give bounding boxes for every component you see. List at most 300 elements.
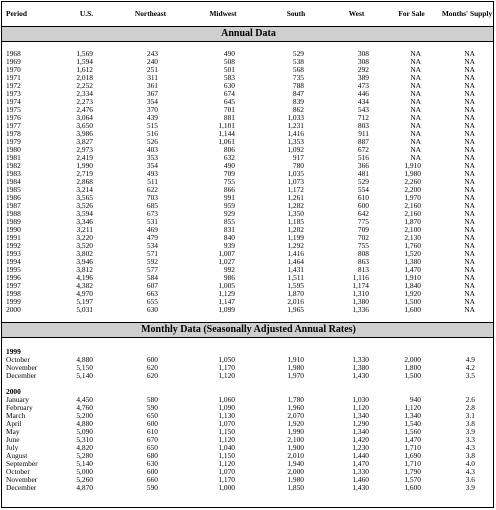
cell-midwest: 1,170 (218, 363, 235, 372)
cell-west: 755 (357, 241, 369, 250)
cell-period: 1991 (6, 233, 21, 242)
cell-northeast: 650 (146, 443, 158, 452)
cell-us: 3,220 (76, 233, 93, 242)
cell-west: 600 (357, 201, 369, 210)
cell-months-supply: NA (464, 249, 475, 258)
cell-midwest: 1,101 (218, 121, 235, 130)
cell-midwest: 632 (223, 153, 235, 162)
cell-us: 3,526 (76, 201, 93, 210)
cell-period: January (6, 395, 29, 404)
cell-west: 702 (357, 233, 369, 242)
cell-northeast: 361 (146, 81, 158, 90)
cell-south: 1,353 (287, 137, 304, 146)
cell-us: 3,520 (76, 241, 93, 250)
cell-northeast: 469 (146, 225, 158, 234)
cell-us: 5,260 (76, 475, 93, 484)
cell-south: 1,965 (287, 305, 304, 314)
cell-midwest: 1,000 (218, 483, 235, 492)
cell-for-sale: NA (410, 81, 421, 90)
cell-period: April (6, 419, 22, 428)
cell-for-sale: NA (410, 57, 421, 66)
year-label-2000: 2000 (6, 387, 21, 396)
cell-for-sale: NA (410, 105, 421, 114)
cell-south: 839 (292, 97, 304, 106)
cell-for-sale: NA (410, 145, 421, 154)
cell-northeast: 403 (146, 145, 158, 154)
cell-us: 3,211 (76, 225, 93, 234)
cell-northeast: 600 (146, 467, 158, 476)
cell-period: 1985 (6, 185, 21, 194)
cell-west: 473 (357, 81, 369, 90)
cell-west: 1,330 (352, 355, 369, 364)
cell-us: 5,200 (76, 411, 93, 420)
cell-midwest: 630 (223, 81, 235, 90)
cell-northeast: 516 (146, 129, 158, 138)
cell-west: 366 (357, 161, 369, 170)
cell-south: 1,870 (287, 289, 304, 298)
cell-for-sale: NA (410, 113, 421, 122)
cell-for-sale: NA (410, 137, 421, 146)
cell-northeast: 243 (146, 49, 158, 58)
cell-months-supply: NA (464, 105, 475, 114)
cell-period: 1969 (6, 57, 21, 66)
cell-midwest: 1,129 (218, 289, 235, 298)
cell-for-sale: 1,500 (404, 371, 421, 380)
cell-period: 1997 (6, 281, 21, 290)
cell-us: 1,569 (76, 49, 93, 58)
cell-northeast: 630 (146, 459, 158, 468)
cell-midwest: 840 (223, 233, 235, 242)
cell-midwest: 701 (223, 105, 235, 114)
cell-northeast: 479 (146, 233, 158, 242)
cell-period: 1974 (6, 97, 21, 106)
cell-period: 1994 (6, 257, 21, 266)
cell-west: 1,330 (352, 467, 369, 476)
cell-months-supply: 4.3 (465, 443, 475, 452)
cell-months-supply: NA (464, 97, 475, 106)
cell-for-sale: 1,570 (404, 475, 421, 484)
cell-west: 775 (357, 217, 369, 226)
cell-period: 1998 (6, 289, 21, 298)
cell-northeast: 600 (146, 419, 158, 428)
cell-for-sale: 1,710 (404, 443, 421, 452)
cell-midwest: 1,040 (218, 443, 235, 452)
cell-west: 1,310 (352, 289, 369, 298)
cell-months-supply: NA (464, 65, 475, 74)
cell-months-supply: NA (464, 225, 475, 234)
cell-south: 1,464 (287, 257, 304, 266)
column-header-for-sale: For Sale (384, 2, 439, 27)
cell-us: 2,018 (76, 73, 93, 82)
cell-midwest: 831 (223, 225, 235, 234)
cell-for-sale: 1,970 (404, 193, 421, 202)
cell-period: 1996 (6, 273, 21, 282)
cell-months-supply: NA (464, 49, 475, 58)
cell-midwest: 1,144 (218, 129, 235, 138)
spacer (2, 314, 494, 323)
cell-us: 4,382 (76, 281, 93, 290)
cell-west: 446 (357, 89, 369, 98)
cell-period: March (6, 411, 26, 420)
cell-for-sale: 1,560 (404, 427, 421, 436)
cell-northeast: 571 (146, 249, 158, 258)
cell-period: 1988 (6, 209, 21, 218)
cell-months-supply: 4.2 (465, 363, 475, 372)
cell-months-supply: NA (464, 273, 475, 282)
cell-for-sale: NA (410, 121, 421, 130)
cell-northeast: 511 (147, 177, 158, 186)
cell-period: 1986 (6, 193, 21, 202)
cell-west: 672 (357, 145, 369, 154)
cell-south: 1,092 (287, 145, 304, 154)
cell-northeast: 590 (146, 403, 158, 412)
cell-months-supply: 3.3 (465, 435, 475, 444)
cell-months-supply: NA (464, 145, 475, 154)
cell-us: 3,594 (76, 209, 93, 218)
cell-south: 1,202 (287, 225, 304, 234)
cell-for-sale: NA (410, 153, 421, 162)
cell-midwest: 508 (223, 57, 235, 66)
cell-period: 1984 (6, 177, 21, 186)
cell-us: 5,280 (76, 451, 93, 460)
cell-us: 5,000 (76, 467, 93, 476)
cell-us: 4,880 (76, 419, 93, 428)
cell-months-supply: NA (464, 297, 475, 306)
cell-months-supply: NA (464, 217, 475, 226)
cell-period: 1977 (6, 121, 21, 130)
cell-months-supply: NA (464, 89, 475, 98)
cell-midwest: 1,120 (218, 371, 235, 380)
cell-us: 2,719 (76, 169, 93, 178)
cell-us: 2,868 (76, 177, 93, 186)
cell-for-sale: 1,600 (404, 483, 421, 492)
cell-period: 1972 (6, 81, 21, 90)
cell-south: 1,960 (287, 403, 304, 412)
cell-period: 1999 (6, 297, 21, 306)
cell-months-supply: 4.0 (465, 459, 475, 468)
cell-midwest: 709 (223, 169, 235, 178)
data-table-frame (1, 1, 494, 508)
cell-months-supply: NA (464, 241, 475, 250)
monthly-section-title: Monthly Data (Seasonally Adjusted Annual Rates) (2, 323, 494, 338)
cell-months-supply: 4.3 (465, 467, 475, 476)
cell-west: 863 (357, 257, 369, 266)
cell-us: 3,650 (76, 121, 93, 130)
cell-for-sale: NA (410, 73, 421, 82)
cell-us: 5,150 (76, 363, 93, 372)
cell-months-supply: NA (464, 73, 475, 82)
cell-us: 5,031 (76, 305, 93, 314)
cell-south: 862 (292, 105, 304, 114)
cell-for-sale: 2,000 (404, 355, 421, 364)
cell-south: 1,780 (287, 395, 304, 404)
cell-months-supply: 2.6 (465, 395, 475, 404)
cell-months-supply: 3.9 (465, 483, 475, 492)
cell-west: 1,120 (352, 403, 369, 412)
annual-section-header (2, 27, 494, 42)
cell-us: 4,820 (76, 443, 93, 452)
cell-west: 389 (357, 73, 369, 82)
cell-midwest: 755 (223, 177, 235, 186)
cell-for-sale: 1,470 (404, 435, 421, 444)
cell-us: 3,827 (76, 137, 93, 146)
cell-midwest: 490 (223, 49, 235, 58)
cell-us: 5,310 (76, 435, 93, 444)
cell-us: 4,450 (76, 395, 93, 404)
cell-west: 1,230 (352, 443, 369, 452)
cell-period: 1973 (6, 89, 21, 98)
cell-south: 1,595 (287, 281, 304, 290)
cell-northeast: 703 (146, 193, 158, 202)
cell-period: December (6, 483, 37, 492)
cell-period: November (6, 475, 38, 484)
cell-northeast: 354 (146, 97, 158, 106)
cell-midwest: 1,130 (218, 411, 235, 420)
cell-northeast: 580 (146, 395, 158, 404)
cell-us: 3,802 (76, 249, 93, 258)
cell-south: 2,000 (287, 467, 304, 476)
cell-west: 1,116 (352, 273, 369, 282)
cell-west: 712 (357, 113, 369, 122)
cell-west: 813 (357, 265, 369, 274)
cell-midwest: 1,070 (218, 419, 235, 428)
cell-northeast: 660 (146, 475, 158, 484)
cell-months-supply: NA (464, 129, 475, 138)
table-row (2, 306, 494, 314)
cell-west: 292 (357, 65, 369, 74)
cell-months-supply: 3.8 (465, 419, 475, 428)
cell-west: 808 (357, 249, 369, 258)
cell-us: 5,140 (76, 459, 93, 468)
cell-us: 3,214 (76, 185, 93, 194)
year-label-1999: 1999 (6, 347, 21, 356)
cell-northeast: 655 (146, 297, 158, 306)
cell-west: 1,340 (352, 427, 369, 436)
cell-midwest: 959 (223, 201, 235, 210)
cell-months-supply: 4.9 (465, 355, 475, 364)
header-row (2, 2, 494, 27)
cell-northeast: 439 (146, 113, 158, 122)
cell-south: 1,940 (287, 459, 304, 468)
cell-period: 1978 (6, 129, 21, 138)
cell-midwest: 855 (223, 217, 235, 226)
cell-us: 3,346 (76, 217, 93, 226)
cell-period: December (6, 371, 37, 380)
cell-midwest: 1,120 (218, 435, 235, 444)
cell-us: 4,870 (76, 483, 93, 492)
cell-months-supply: NA (464, 137, 475, 146)
cell-months-supply: NA (464, 193, 475, 202)
cell-midwest: 881 (223, 113, 235, 122)
cell-for-sale: NA (410, 65, 421, 74)
cell-period: 1987 (6, 201, 21, 210)
cell-northeast: 600 (146, 355, 158, 364)
cell-south: 1,185 (287, 217, 304, 226)
cell-south: 735 (292, 73, 304, 82)
cell-months-supply: NA (464, 305, 475, 314)
cell-south: 2,010 (287, 451, 304, 460)
cell-period: 1995 (6, 265, 21, 274)
cell-northeast: 620 (146, 363, 158, 372)
cell-west: 1,380 (352, 363, 369, 372)
cell-west: 1,430 (352, 483, 369, 492)
cell-months-supply: 2.8 (465, 403, 475, 412)
cell-south: 1,970 (287, 371, 304, 380)
housing-data-table (2, 2, 494, 492)
cell-south: 847 (292, 89, 304, 98)
cell-northeast: 592 (146, 257, 158, 266)
cell-northeast: 607 (146, 281, 158, 290)
cell-midwest: 1,090 (218, 403, 235, 412)
cell-months-supply: NA (464, 257, 475, 266)
cell-south: 1,292 (287, 241, 304, 250)
cell-south: 568 (292, 65, 304, 74)
cell-us: 2,334 (76, 89, 93, 98)
cell-for-sale: 2,160 (404, 209, 421, 218)
cell-midwest: 1,061 (218, 137, 235, 146)
cell-south: 1,431 (287, 265, 304, 274)
cell-us: 1,594 (76, 57, 93, 66)
cell-midwest: 1,150 (218, 427, 235, 436)
cell-months-supply: 3.5 (465, 371, 475, 380)
cell-northeast: 577 (146, 265, 158, 274)
cell-period: 1976 (6, 113, 21, 122)
column-header-midwest: Midwest (183, 2, 263, 27)
cell-south: 2,070 (287, 411, 304, 420)
column-header-northeast: Northeast (118, 2, 183, 27)
cell-for-sale: NA (410, 97, 421, 106)
cell-period: September (6, 459, 38, 468)
cell-months-supply: NA (464, 209, 475, 218)
cell-period: November (6, 363, 38, 372)
table-row (2, 372, 494, 380)
cell-midwest: 992 (223, 265, 235, 274)
cell-south: 1,980 (287, 475, 304, 484)
cell-midwest: 1,150 (218, 451, 235, 460)
cell-south: 1,910 (287, 355, 304, 364)
cell-midwest: 1,007 (218, 249, 235, 258)
cell-south: 1,350 (287, 209, 304, 218)
column-header-months-supply: Months' Supply (439, 2, 494, 27)
cell-us: 5,140 (76, 371, 93, 380)
cell-northeast: 531 (146, 217, 158, 226)
cell-period: 1983 (6, 169, 21, 178)
cell-period: October (6, 355, 30, 364)
cell-west: 434 (357, 97, 369, 106)
cell-south: 788 (292, 81, 304, 90)
cell-northeast: 370 (146, 105, 158, 114)
cell-midwest: 986 (223, 273, 235, 282)
cell-midwest: 645 (223, 97, 235, 106)
cell-south: 2,016 (287, 297, 304, 306)
cell-west: 709 (357, 225, 369, 234)
cell-for-sale: 1,870 (404, 217, 421, 226)
cell-west: 308 (357, 49, 369, 58)
cell-northeast: 622 (146, 185, 158, 194)
cell-midwest: 583 (223, 73, 235, 82)
cell-us: 2,419 (76, 153, 93, 162)
cell-us: 3,812 (76, 265, 93, 274)
cell-for-sale: 1,120 (404, 403, 421, 412)
cell-months-supply: NA (464, 113, 475, 122)
cell-south: 1,199 (287, 233, 304, 242)
cell-us: 4,760 (76, 403, 93, 412)
cell-us: 2,252 (76, 81, 93, 90)
cell-northeast: 240 (146, 57, 158, 66)
cell-us: 4,880 (76, 355, 93, 364)
cell-months-supply: NA (464, 201, 475, 210)
annual-section-title: Annual Data (2, 27, 494, 42)
cell-period: 1980 (6, 145, 21, 154)
cell-northeast: 680 (146, 451, 158, 460)
cell-south: 1,920 (287, 419, 304, 428)
monthly-section-header (2, 323, 494, 338)
cell-south: 1,416 (287, 249, 304, 258)
cell-northeast: 534 (146, 241, 158, 250)
cell-west: 1,470 (352, 459, 369, 468)
cell-months-supply: NA (464, 121, 475, 130)
cell-midwest: 1,050 (218, 355, 235, 364)
cell-midwest: 1,120 (218, 459, 235, 468)
cell-south: 780 (292, 161, 304, 170)
cell-months-supply: NA (464, 233, 475, 242)
cell-northeast: 590 (146, 483, 158, 492)
cell-months-supply: NA (464, 281, 475, 290)
cell-west: 642 (357, 209, 369, 218)
cell-for-sale: 1,760 (404, 241, 421, 250)
cell-months-supply: 3.9 (465, 427, 475, 436)
cell-midwest: 1,060 (218, 395, 235, 404)
cell-for-sale: 1,690 (404, 451, 421, 460)
cell-west: 1,440 (352, 451, 369, 460)
cell-west: 1,420 (352, 435, 369, 444)
cell-south: 1,073 (287, 177, 304, 186)
cell-for-sale: 1,500 (404, 297, 421, 306)
cell-west: 1,336 (352, 305, 369, 314)
cell-midwest: 929 (223, 209, 235, 218)
cell-west: 1,430 (352, 371, 369, 380)
cell-south: 917 (292, 153, 304, 162)
cell-northeast: 353 (146, 153, 158, 162)
cell-for-sale: 1,540 (404, 419, 421, 428)
cell-period: 2000 (6, 305, 21, 314)
cell-for-sale: 940 (409, 395, 421, 404)
cell-months-supply: 3.8 (465, 451, 475, 460)
cell-west: 481 (357, 169, 369, 178)
cell-period: 1990 (6, 225, 21, 234)
cell-midwest: 1,027 (218, 257, 235, 266)
cell-for-sale: 1,800 (404, 363, 421, 372)
cell-for-sale: 1,710 (404, 459, 421, 468)
cell-south: 538 (292, 57, 304, 66)
cell-south: 2,100 (287, 435, 304, 444)
column-header-period: Period (2, 2, 55, 27)
cell-months-supply: NA (464, 153, 475, 162)
cell-south: 1,850 (287, 483, 304, 492)
cell-months-supply: NA (464, 81, 475, 90)
cell-south: 1,035 (287, 169, 304, 178)
cell-period: 1979 (6, 137, 21, 146)
cell-west: 887 (357, 137, 369, 146)
cell-us: 3,986 (76, 129, 93, 138)
cell-for-sale: NA (410, 49, 421, 58)
cell-us: 5,197 (76, 297, 93, 306)
cell-northeast: 610 (146, 427, 158, 436)
cell-for-sale: 1,790 (404, 467, 421, 476)
cell-northeast: 670 (146, 435, 158, 444)
cell-months-supply: 3.6 (465, 475, 475, 484)
cell-for-sale: 1,520 (404, 249, 421, 258)
